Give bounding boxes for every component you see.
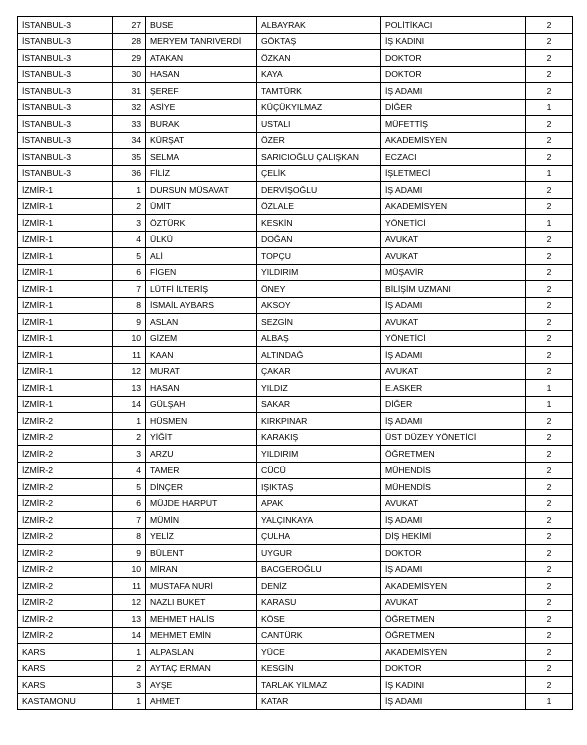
rank-cell: 12 xyxy=(113,594,146,611)
table-row xyxy=(18,17,573,34)
last-name-cell: YILDIZ xyxy=(257,380,381,397)
last-name-cell: TARLAK YILMAZ xyxy=(257,677,381,694)
table-row xyxy=(18,165,573,182)
last-name-cell: IŞIKTAŞ xyxy=(257,479,381,496)
count-cell: 2 xyxy=(526,446,573,463)
count-cell: 2 xyxy=(526,413,573,430)
table-row xyxy=(18,264,573,281)
district-cell: İSTANBUL-3 xyxy=(18,99,113,116)
occupation-cell: İŞ ADAMI xyxy=(381,413,526,430)
first-name-cell: KÜRŞAT xyxy=(146,132,257,149)
occupation-cell: MÜHENDİS xyxy=(381,479,526,496)
first-name-cell: SELMA xyxy=(146,149,257,166)
count-cell: 1 xyxy=(526,215,573,232)
table-row xyxy=(18,347,573,364)
last-name-cell: KIRKPINAR xyxy=(257,413,381,430)
last-name-cell: ÖZLALE xyxy=(257,198,381,215)
district-cell: İZMİR-2 xyxy=(18,446,113,463)
count-cell: 2 xyxy=(526,545,573,562)
rank-cell: 2 xyxy=(113,198,146,215)
table-row xyxy=(18,545,573,562)
district-cell: İZMİR-2 xyxy=(18,611,113,628)
occupation-cell: İŞ ADAMI xyxy=(381,561,526,578)
occupation-cell: İŞ KADINI xyxy=(381,33,526,50)
last-name-cell: KAYA xyxy=(257,66,381,83)
table-row xyxy=(18,66,573,83)
rank-cell: 30 xyxy=(113,66,146,83)
last-name-cell: CANTÜRK xyxy=(257,627,381,644)
district-cell: İSTANBUL-3 xyxy=(18,66,113,83)
table-row xyxy=(18,50,573,67)
occupation-cell: AVUKAT xyxy=(381,314,526,331)
last-name-cell: ALBAŞ xyxy=(257,330,381,347)
district-cell: İZMİR-1 xyxy=(18,380,113,397)
occupation-cell: ÖĞRETMEN xyxy=(381,627,526,644)
count-cell: 2 xyxy=(526,149,573,166)
table-row xyxy=(18,380,573,397)
rank-cell: 11 xyxy=(113,578,146,595)
occupation-cell: İŞ KADINI xyxy=(381,677,526,694)
rank-cell: 3 xyxy=(113,215,146,232)
occupation-cell: ÖĞRETMEN xyxy=(381,611,526,628)
district-cell: İZMİR-1 xyxy=(18,281,113,298)
count-cell: 2 xyxy=(526,611,573,628)
count-cell: 2 xyxy=(526,33,573,50)
rank-cell: 12 xyxy=(113,363,146,380)
first-name-cell: MÜJDE HARPUT xyxy=(146,495,257,512)
count-cell: 2 xyxy=(526,17,573,34)
district-cell: İZMİR-2 xyxy=(18,495,113,512)
last-name-cell: TAMTÜRK xyxy=(257,83,381,100)
rank-cell: 35 xyxy=(113,149,146,166)
table-row xyxy=(18,132,573,149)
rank-cell: 6 xyxy=(113,264,146,281)
count-cell: 1 xyxy=(526,693,573,710)
last-name-cell: ÖNEY xyxy=(257,281,381,298)
district-cell: KARS xyxy=(18,644,113,661)
last-name-cell: YILDIRIM xyxy=(257,264,381,281)
count-cell: 2 xyxy=(526,83,573,100)
rank-cell: 8 xyxy=(113,297,146,314)
table-row xyxy=(18,83,573,100)
last-name-cell: DENİZ xyxy=(257,578,381,595)
first-name-cell: DURSUN MÜSAVAT xyxy=(146,182,257,199)
table-row xyxy=(18,198,573,215)
last-name-cell: ALTINDAĞ xyxy=(257,347,381,364)
table-row xyxy=(18,512,573,529)
table-row xyxy=(18,396,573,413)
table-row xyxy=(18,314,573,331)
first-name-cell: ASİYE xyxy=(146,99,257,116)
first-name-cell: GÜLŞAH xyxy=(146,396,257,413)
district-cell: İZMİR-2 xyxy=(18,429,113,446)
first-name-cell: İSMAİL AYBARS xyxy=(146,297,257,314)
first-name-cell: ÖZTÜRK xyxy=(146,215,257,232)
occupation-cell: AVUKAT xyxy=(381,248,526,265)
first-name-cell: ÜLKÜ xyxy=(146,231,257,248)
occupation-cell: DOKTOR xyxy=(381,545,526,562)
occupation-cell: POLİTİKACI xyxy=(381,17,526,34)
table-row xyxy=(18,297,573,314)
count-cell: 2 xyxy=(526,512,573,529)
table-row xyxy=(18,528,573,545)
count-cell: 2 xyxy=(526,132,573,149)
occupation-cell: DOKTOR xyxy=(381,660,526,677)
first-name-cell: MERYEM TANRIVERDİ xyxy=(146,33,257,50)
district-cell: İZMİR-2 xyxy=(18,627,113,644)
table-row xyxy=(18,611,573,628)
rank-cell: 33 xyxy=(113,116,146,133)
occupation-cell: İŞ ADAMI xyxy=(381,347,526,364)
first-name-cell: MİRAN xyxy=(146,561,257,578)
last-name-cell: KÜÇÜKYILMAZ xyxy=(257,99,381,116)
rank-cell: 1 xyxy=(113,693,146,710)
district-cell: İZMİR-1 xyxy=(18,330,113,347)
count-cell: 2 xyxy=(526,594,573,611)
last-name-cell: KATAR xyxy=(257,693,381,710)
table-row xyxy=(18,116,573,133)
first-name-cell: MÜMİN xyxy=(146,512,257,529)
occupation-cell: İŞ ADAMI xyxy=(381,297,526,314)
count-cell: 2 xyxy=(526,182,573,199)
occupation-cell: MÜŞAVİR xyxy=(381,264,526,281)
count-cell: 2 xyxy=(526,363,573,380)
count-cell: 2 xyxy=(526,677,573,694)
last-name-cell: KÖSE xyxy=(257,611,381,628)
rank-cell: 34 xyxy=(113,132,146,149)
first-name-cell: ATAKAN xyxy=(146,50,257,67)
table-row xyxy=(18,330,573,347)
count-cell: 2 xyxy=(526,528,573,545)
district-cell: KARS xyxy=(18,677,113,694)
count-cell: 2 xyxy=(526,231,573,248)
last-name-cell: GÖKTAŞ xyxy=(257,33,381,50)
district-cell: İZMİR-2 xyxy=(18,512,113,529)
occupation-cell: ÖĞRETMEN xyxy=(381,446,526,463)
first-name-cell: TAMER xyxy=(146,462,257,479)
first-name-cell: MEHMET EMİN xyxy=(146,627,257,644)
district-cell: İZMİR-1 xyxy=(18,198,113,215)
district-cell: İZMİR-2 xyxy=(18,594,113,611)
last-name-cell: ÇULHA xyxy=(257,528,381,545)
rank-cell: 14 xyxy=(113,627,146,644)
table-row xyxy=(18,99,573,116)
rank-cell: 36 xyxy=(113,165,146,182)
first-name-cell: BÜLENT xyxy=(146,545,257,562)
count-cell: 2 xyxy=(526,479,573,496)
table-row xyxy=(18,644,573,661)
district-cell: İSTANBUL-3 xyxy=(18,116,113,133)
occupation-cell: ECZACI xyxy=(381,149,526,166)
first-name-cell: HÜSMEN xyxy=(146,413,257,430)
district-cell: İZMİR-2 xyxy=(18,578,113,595)
district-cell: İZMİR-1 xyxy=(18,297,113,314)
table-row xyxy=(18,627,573,644)
district-cell: İZMİR-2 xyxy=(18,413,113,430)
table-row xyxy=(18,561,573,578)
occupation-cell: DOKTOR xyxy=(381,66,526,83)
table-row xyxy=(18,479,573,496)
table-row xyxy=(18,33,573,50)
last-name-cell: ÇAKAR xyxy=(257,363,381,380)
rank-cell: 3 xyxy=(113,677,146,694)
first-name-cell: YİĞİT xyxy=(146,429,257,446)
count-cell: 2 xyxy=(526,330,573,347)
rank-cell: 10 xyxy=(113,561,146,578)
rank-cell: 4 xyxy=(113,462,146,479)
occupation-cell: İŞ ADAMI xyxy=(381,83,526,100)
occupation-cell: DİŞ HEKİMİ xyxy=(381,528,526,545)
occupation-cell: İŞ ADAMI xyxy=(381,693,526,710)
candidate-table-body xyxy=(18,17,573,710)
count-cell: 1 xyxy=(526,165,573,182)
first-name-cell: MEHMET HALİS xyxy=(146,611,257,628)
table-row xyxy=(18,429,573,446)
table-row xyxy=(18,462,573,479)
district-cell: İSTANBUL-3 xyxy=(18,33,113,50)
first-name-cell: AHMET xyxy=(146,693,257,710)
table-row xyxy=(18,446,573,463)
count-cell: 2 xyxy=(526,198,573,215)
rank-cell: 1 xyxy=(113,644,146,661)
rank-cell: 4 xyxy=(113,231,146,248)
occupation-cell: İŞ ADAMI xyxy=(381,512,526,529)
occupation-cell: DİĞER xyxy=(381,99,526,116)
occupation-cell: AVUKAT xyxy=(381,231,526,248)
last-name-cell: TOPÇU xyxy=(257,248,381,265)
occupation-cell: BİLİŞİM UZMANI xyxy=(381,281,526,298)
count-cell: 2 xyxy=(526,578,573,595)
rank-cell: 8 xyxy=(113,528,146,545)
table-row xyxy=(18,693,573,710)
count-cell: 2 xyxy=(526,66,573,83)
candidate-table xyxy=(17,16,573,710)
last-name-cell: DERVİŞOĞLU xyxy=(257,182,381,199)
rank-cell: 2 xyxy=(113,429,146,446)
count-cell: 2 xyxy=(526,297,573,314)
occupation-cell: MÜFETTİŞ xyxy=(381,116,526,133)
district-cell: İZMİR-2 xyxy=(18,479,113,496)
last-name-cell: SARICIOĞLU ÇALIŞKAN xyxy=(257,149,381,166)
rank-cell: 9 xyxy=(113,545,146,562)
last-name-cell: AKSOY xyxy=(257,297,381,314)
district-cell: İSTANBUL-3 xyxy=(18,83,113,100)
rank-cell: 10 xyxy=(113,330,146,347)
occupation-cell: AKADEMİSYEN xyxy=(381,132,526,149)
occupation-cell: ÜST DÜZEY YÖNETİCİ xyxy=(381,429,526,446)
rank-cell: 6 xyxy=(113,495,146,512)
last-name-cell: KARAKIŞ xyxy=(257,429,381,446)
last-name-cell: UYGUR xyxy=(257,545,381,562)
district-cell: İSTANBUL-3 xyxy=(18,165,113,182)
rank-cell: 9 xyxy=(113,314,146,331)
first-name-cell: ŞEREF xyxy=(146,83,257,100)
count-cell: 1 xyxy=(526,99,573,116)
count-cell: 2 xyxy=(526,50,573,67)
occupation-cell: AKADEMİSYEN xyxy=(381,198,526,215)
first-name-cell: GİZEM xyxy=(146,330,257,347)
table-row xyxy=(18,594,573,611)
count-cell: 2 xyxy=(526,462,573,479)
table-row xyxy=(18,215,573,232)
count-cell: 2 xyxy=(526,495,573,512)
first-name-cell: MUSTAFA NURİ xyxy=(146,578,257,595)
district-cell: İZMİR-2 xyxy=(18,528,113,545)
rank-cell: 29 xyxy=(113,50,146,67)
rank-cell: 11 xyxy=(113,347,146,364)
last-name-cell: YALÇINKAYA xyxy=(257,512,381,529)
first-name-cell: FİLİZ xyxy=(146,165,257,182)
last-name-cell: BACGEROĞLU xyxy=(257,561,381,578)
rank-cell: 2 xyxy=(113,660,146,677)
rank-cell: 1 xyxy=(113,413,146,430)
first-name-cell: ÜMİT xyxy=(146,198,257,215)
rank-cell: 31 xyxy=(113,83,146,100)
count-cell: 2 xyxy=(526,264,573,281)
occupation-cell: AVUKAT xyxy=(381,363,526,380)
district-cell: İZMİR-1 xyxy=(18,264,113,281)
rank-cell: 3 xyxy=(113,446,146,463)
first-name-cell: ALPASLAN xyxy=(146,644,257,661)
last-name-cell: SAKAR xyxy=(257,396,381,413)
district-cell: İZMİR-1 xyxy=(18,231,113,248)
table-row xyxy=(18,660,573,677)
table-row xyxy=(18,231,573,248)
table-row xyxy=(18,413,573,430)
rank-cell: 13 xyxy=(113,380,146,397)
occupation-cell: MÜHENDİS xyxy=(381,462,526,479)
first-name-cell: HASAN xyxy=(146,380,257,397)
first-name-cell: AYŞE xyxy=(146,677,257,694)
district-cell: KARS xyxy=(18,660,113,677)
first-name-cell: BURAK xyxy=(146,116,257,133)
last-name-cell: ALBAYRAK xyxy=(257,17,381,34)
district-cell: İZMİR-2 xyxy=(18,462,113,479)
rank-cell: 32 xyxy=(113,99,146,116)
district-cell: İZMİR-1 xyxy=(18,314,113,331)
first-name-cell: NAZLI BUKET xyxy=(146,594,257,611)
table-row xyxy=(18,578,573,595)
count-cell: 2 xyxy=(526,429,573,446)
count-cell: 2 xyxy=(526,644,573,661)
table-row xyxy=(18,281,573,298)
count-cell: 2 xyxy=(526,248,573,265)
count-cell: 2 xyxy=(526,314,573,331)
count-cell: 2 xyxy=(526,347,573,364)
first-name-cell: FİGEN xyxy=(146,264,257,281)
first-name-cell: BUSE xyxy=(146,17,257,34)
rank-cell: 1 xyxy=(113,182,146,199)
last-name-cell: KESKİN xyxy=(257,215,381,232)
district-cell: İZMİR-1 xyxy=(18,248,113,265)
table-row xyxy=(18,677,573,694)
table-row xyxy=(18,149,573,166)
last-name-cell: ÖZKAN xyxy=(257,50,381,67)
count-cell: 1 xyxy=(526,380,573,397)
first-name-cell: ASLAN xyxy=(146,314,257,331)
count-cell: 1 xyxy=(526,396,573,413)
first-name-cell: MURAT xyxy=(146,363,257,380)
last-name-cell: KARASU xyxy=(257,594,381,611)
rank-cell: 28 xyxy=(113,33,146,50)
district-cell: İZMİR-1 xyxy=(18,396,113,413)
first-name-cell: HASAN xyxy=(146,66,257,83)
count-cell: 2 xyxy=(526,281,573,298)
first-name-cell: DİNÇER xyxy=(146,479,257,496)
occupation-cell: AKADEMİSYEN xyxy=(381,578,526,595)
district-cell: İZMİR-2 xyxy=(18,561,113,578)
rank-cell: 7 xyxy=(113,281,146,298)
table-row xyxy=(18,248,573,265)
occupation-cell: YÖNETİCİ xyxy=(381,215,526,232)
occupation-cell: AKADEMİSYEN xyxy=(381,644,526,661)
district-cell: İZMİR-1 xyxy=(18,182,113,199)
last-name-cell: ÖZER xyxy=(257,132,381,149)
last-name-cell: YÜCE xyxy=(257,644,381,661)
district-cell: İSTANBUL-3 xyxy=(18,132,113,149)
district-cell: İSTANBUL-3 xyxy=(18,149,113,166)
table-row xyxy=(18,363,573,380)
last-name-cell: CÜCÜ xyxy=(257,462,381,479)
first-name-cell: LÜTFİ İLTERİŞ xyxy=(146,281,257,298)
rank-cell: 27 xyxy=(113,17,146,34)
occupation-cell: YÖNETİCİ xyxy=(381,330,526,347)
rank-cell: 14 xyxy=(113,396,146,413)
last-name-cell: DOĞAN xyxy=(257,231,381,248)
occupation-cell: İŞLETMECİ xyxy=(381,165,526,182)
last-name-cell: SEZGİN xyxy=(257,314,381,331)
table-row xyxy=(18,495,573,512)
last-name-cell: YILDIRIM xyxy=(257,446,381,463)
occupation-cell: İŞ ADAMI xyxy=(381,182,526,199)
first-name-cell: KAAN xyxy=(146,347,257,364)
occupation-cell: DOKTOR xyxy=(381,50,526,67)
occupation-cell: AVUKAT xyxy=(381,594,526,611)
count-cell: 2 xyxy=(526,660,573,677)
district-cell: İZMİR-1 xyxy=(18,215,113,232)
district-cell: İSTANBUL-3 xyxy=(18,50,113,67)
rank-cell: 5 xyxy=(113,479,146,496)
table-row xyxy=(18,182,573,199)
district-cell: İZMİR-1 xyxy=(18,347,113,364)
occupation-cell: AVUKAT xyxy=(381,495,526,512)
rank-cell: 5 xyxy=(113,248,146,265)
district-cell: İZMİR-2 xyxy=(18,545,113,562)
district-cell: İSTANBUL-3 xyxy=(18,17,113,34)
first-name-cell: AYTAÇ ERMAN xyxy=(146,660,257,677)
count-cell: 2 xyxy=(526,561,573,578)
last-name-cell: KESGİN xyxy=(257,660,381,677)
district-cell: İZMİR-1 xyxy=(18,363,113,380)
occupation-cell: DİĞER xyxy=(381,396,526,413)
first-name-cell: YELİZ xyxy=(146,528,257,545)
last-name-cell: USTALI xyxy=(257,116,381,133)
last-name-cell: APAK xyxy=(257,495,381,512)
rank-cell: 13 xyxy=(113,611,146,628)
last-name-cell: ÇELİK xyxy=(257,165,381,182)
count-cell: 2 xyxy=(526,627,573,644)
rank-cell: 7 xyxy=(113,512,146,529)
first-name-cell: ALİ xyxy=(146,248,257,265)
occupation-cell: E.ASKER xyxy=(381,380,526,397)
first-name-cell: ARZU xyxy=(146,446,257,463)
district-cell: KASTAMONU xyxy=(18,693,113,710)
count-cell: 2 xyxy=(526,116,573,133)
